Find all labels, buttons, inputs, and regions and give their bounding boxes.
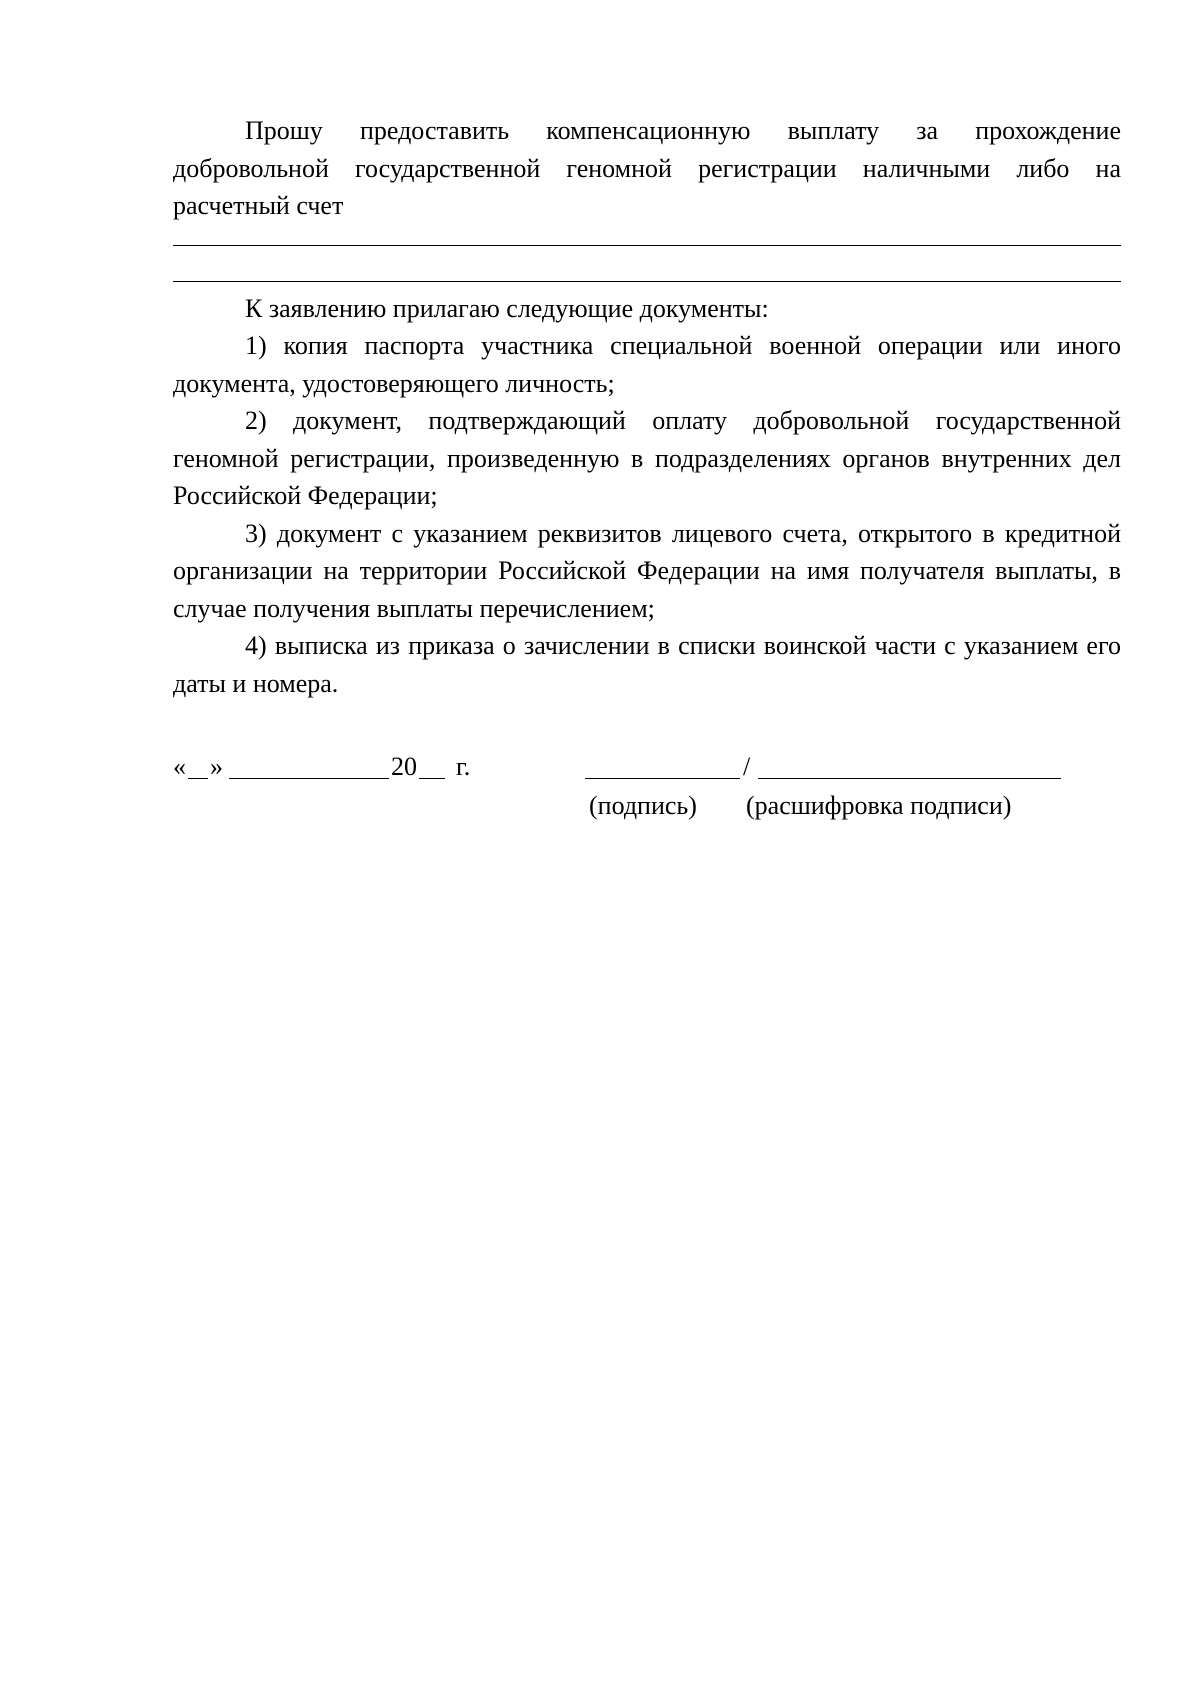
signature-block bbox=[173, 752, 1121, 832]
attachment-item-1: 1) копия паспорта участника специальной военной операции или иного документа, удостоверяющего личность; bbox=[173, 331, 1121, 398]
request-paragraph: Прошу предоставить компенсационную выплату за прохождение добровольной государственной геномной регистрации наличными либо на расчетный счет bbox=[173, 116, 1121, 220]
attachment-item-4: 4) выписка из приказа о зачислении в списки воинской части с указанием его даты и номера. bbox=[173, 631, 1121, 698]
account-line-1 bbox=[173, 245, 1121, 246]
signature-transcript-line bbox=[758, 778, 1061, 779]
signature-caption: (подпись) bbox=[589, 791, 697, 820]
month-blank bbox=[229, 778, 389, 779]
attachment-item-3: 3) документ с указанием реквизитов лицевого счета, открытого в кредитной организации на территории Российской Федерации на имя получателя выплаты, в случае получения выплаты перечислением; bbox=[173, 518, 1121, 623]
day-blank bbox=[188, 778, 208, 779]
signature-transcript-caption: (расшифровка подписи) bbox=[746, 791, 1012, 820]
signature-separator: / bbox=[743, 752, 751, 781]
signature-line bbox=[585, 778, 740, 779]
date-quote-close: » bbox=[210, 752, 223, 781]
document-body bbox=[173, 112, 1121, 702]
account-line-2 bbox=[173, 281, 1121, 282]
year-blank bbox=[419, 778, 445, 779]
attachments-intro: К заявлению прилагаю следующие документы: bbox=[245, 293, 769, 323]
year-suffix: г. bbox=[456, 752, 471, 781]
attachment-item-2: 2) документ, подтверждающий оплату добровольной государственной геномной регистрации, произведенную в подразделениях органов внутренних дел Российской Федерации; bbox=[173, 406, 1121, 510]
date-quote-open: « bbox=[173, 752, 186, 781]
year-prefix: 20 bbox=[391, 752, 417, 781]
